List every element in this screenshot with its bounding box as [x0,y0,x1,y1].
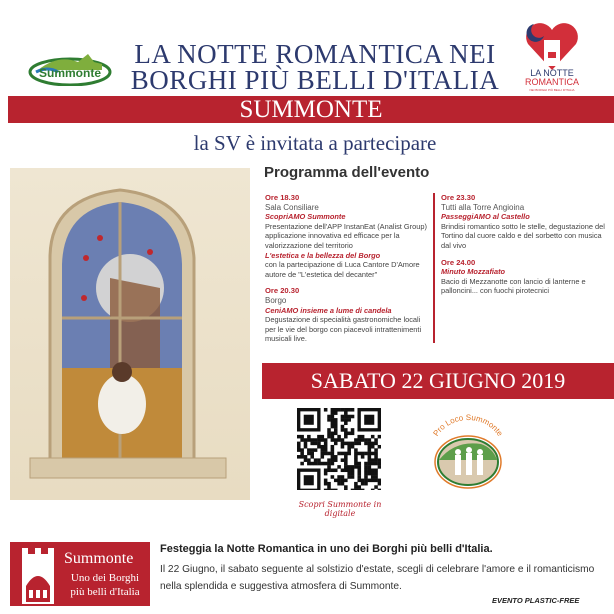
tower-icon [16,546,60,604]
event-description: con la partecipazione di Luca Cantore D'Amore autore de "L'estetica del decanter" [265,260,420,279]
time: Ore 23.30 [441,193,476,202]
footer-body: Il 22 Giugno, il sabato seguente al solstizio d'estate, scegli di celebrare l'amore e il romanticismo nella splendida e suggestiva atmosfera di Summonte. [160,564,595,592]
program-block [265,193,430,279]
summonte-logo-icon [28,50,112,86]
event-description: Bacio di Mezzanotte con lancio di lanterne e palloncini... con fuochi pirotecnici [441,276,586,296]
program-title: Programma dell'evento [264,164,430,181]
qr-code[interactable] [297,408,381,490]
event-title: ScopriAMO Summonte [265,212,346,222]
borghi-logo-sub2: più belli d'Italia [70,586,140,598]
pro-loco-text: Pro Loco Summonte [431,412,505,438]
window-illustration [10,168,250,500]
invitation-text: la SV è invitata a partecipare [193,131,437,155]
town-banner: SUMMONTE [8,96,614,123]
column-divider [433,193,435,343]
date-banner: SABATO 22 GIUGNO 2019 [262,363,614,399]
heart-tower-icon [520,18,584,94]
place: Tutti alla Torre Angioina [441,202,525,212]
notte-romantica-logo [520,18,584,94]
svg-text:Pro Loco Summonte [431,413,504,438]
event-description: Brindisi romantico sotto le stelle, degustazione del Tortino dal cuore caldo e del sorbetto con musica dal vivo [441,221,605,250]
plastic-free-note: EVENTO PLASTIC-FREE [492,596,580,605]
summonte-logo [28,50,112,86]
program-block [441,193,611,251]
pro-loco-logo-icon [425,412,511,492]
footer-headline: Festeggia la Notte Romantica in uno dei Borghi più belli d'Italia. [160,543,493,555]
time: Ore 24.00 [441,257,476,267]
couple-window-image [10,168,250,500]
event-description: Presentazione dell'APP InstanEat (Analist Group) applicazione innovativa ed efficace per la valorizzazione del territorio [265,221,427,250]
place: Borgo [265,295,287,305]
borghi-logo [10,542,150,606]
qr-code-icon [297,408,381,490]
logo-text-1: LA NOTTE [530,68,574,78]
event-title: PasseggiAMO al Castello [441,212,530,222]
title-line-2: BORGHI PIÙ BELLI D'ITALIA [130,65,500,95]
event-title: CeniAMO insieme a lume di candela [265,305,392,315]
program-right-column [441,193,611,303]
event-title: Minuto Mozzafiato [441,267,506,277]
borghi-logo-name: Summonte [64,550,134,567]
program-block [441,258,611,296]
time: Ore 18.30 [265,193,300,202]
qr-caption: Scopri Summonte in digitale [298,500,382,518]
time: Ore 20.30 [265,286,300,296]
logo-text-3: NEI BORGHI PIÙ BELLI D'ITALIA [529,88,575,92]
logo-text-2: ROMANTICA [525,77,579,87]
program-left-column [265,193,430,351]
svg-text:Summonte: Summonte [38,66,102,80]
borghi-logo-sub1: Uno dei Borghi [70,572,140,584]
program-block [265,286,430,344]
event-title: L'estetica e la bellezza del Borgo [265,250,381,260]
pro-loco-logo [425,412,511,492]
title-line-1: LA NOTTE ROMANTICA NEI [134,39,496,69]
event-description: Degustazione di specialità gastronomiche locali per le vie del borgo con piacevoli intrattenimenti musicali live. [265,315,422,344]
place: Sala Consiliare [265,202,319,212]
